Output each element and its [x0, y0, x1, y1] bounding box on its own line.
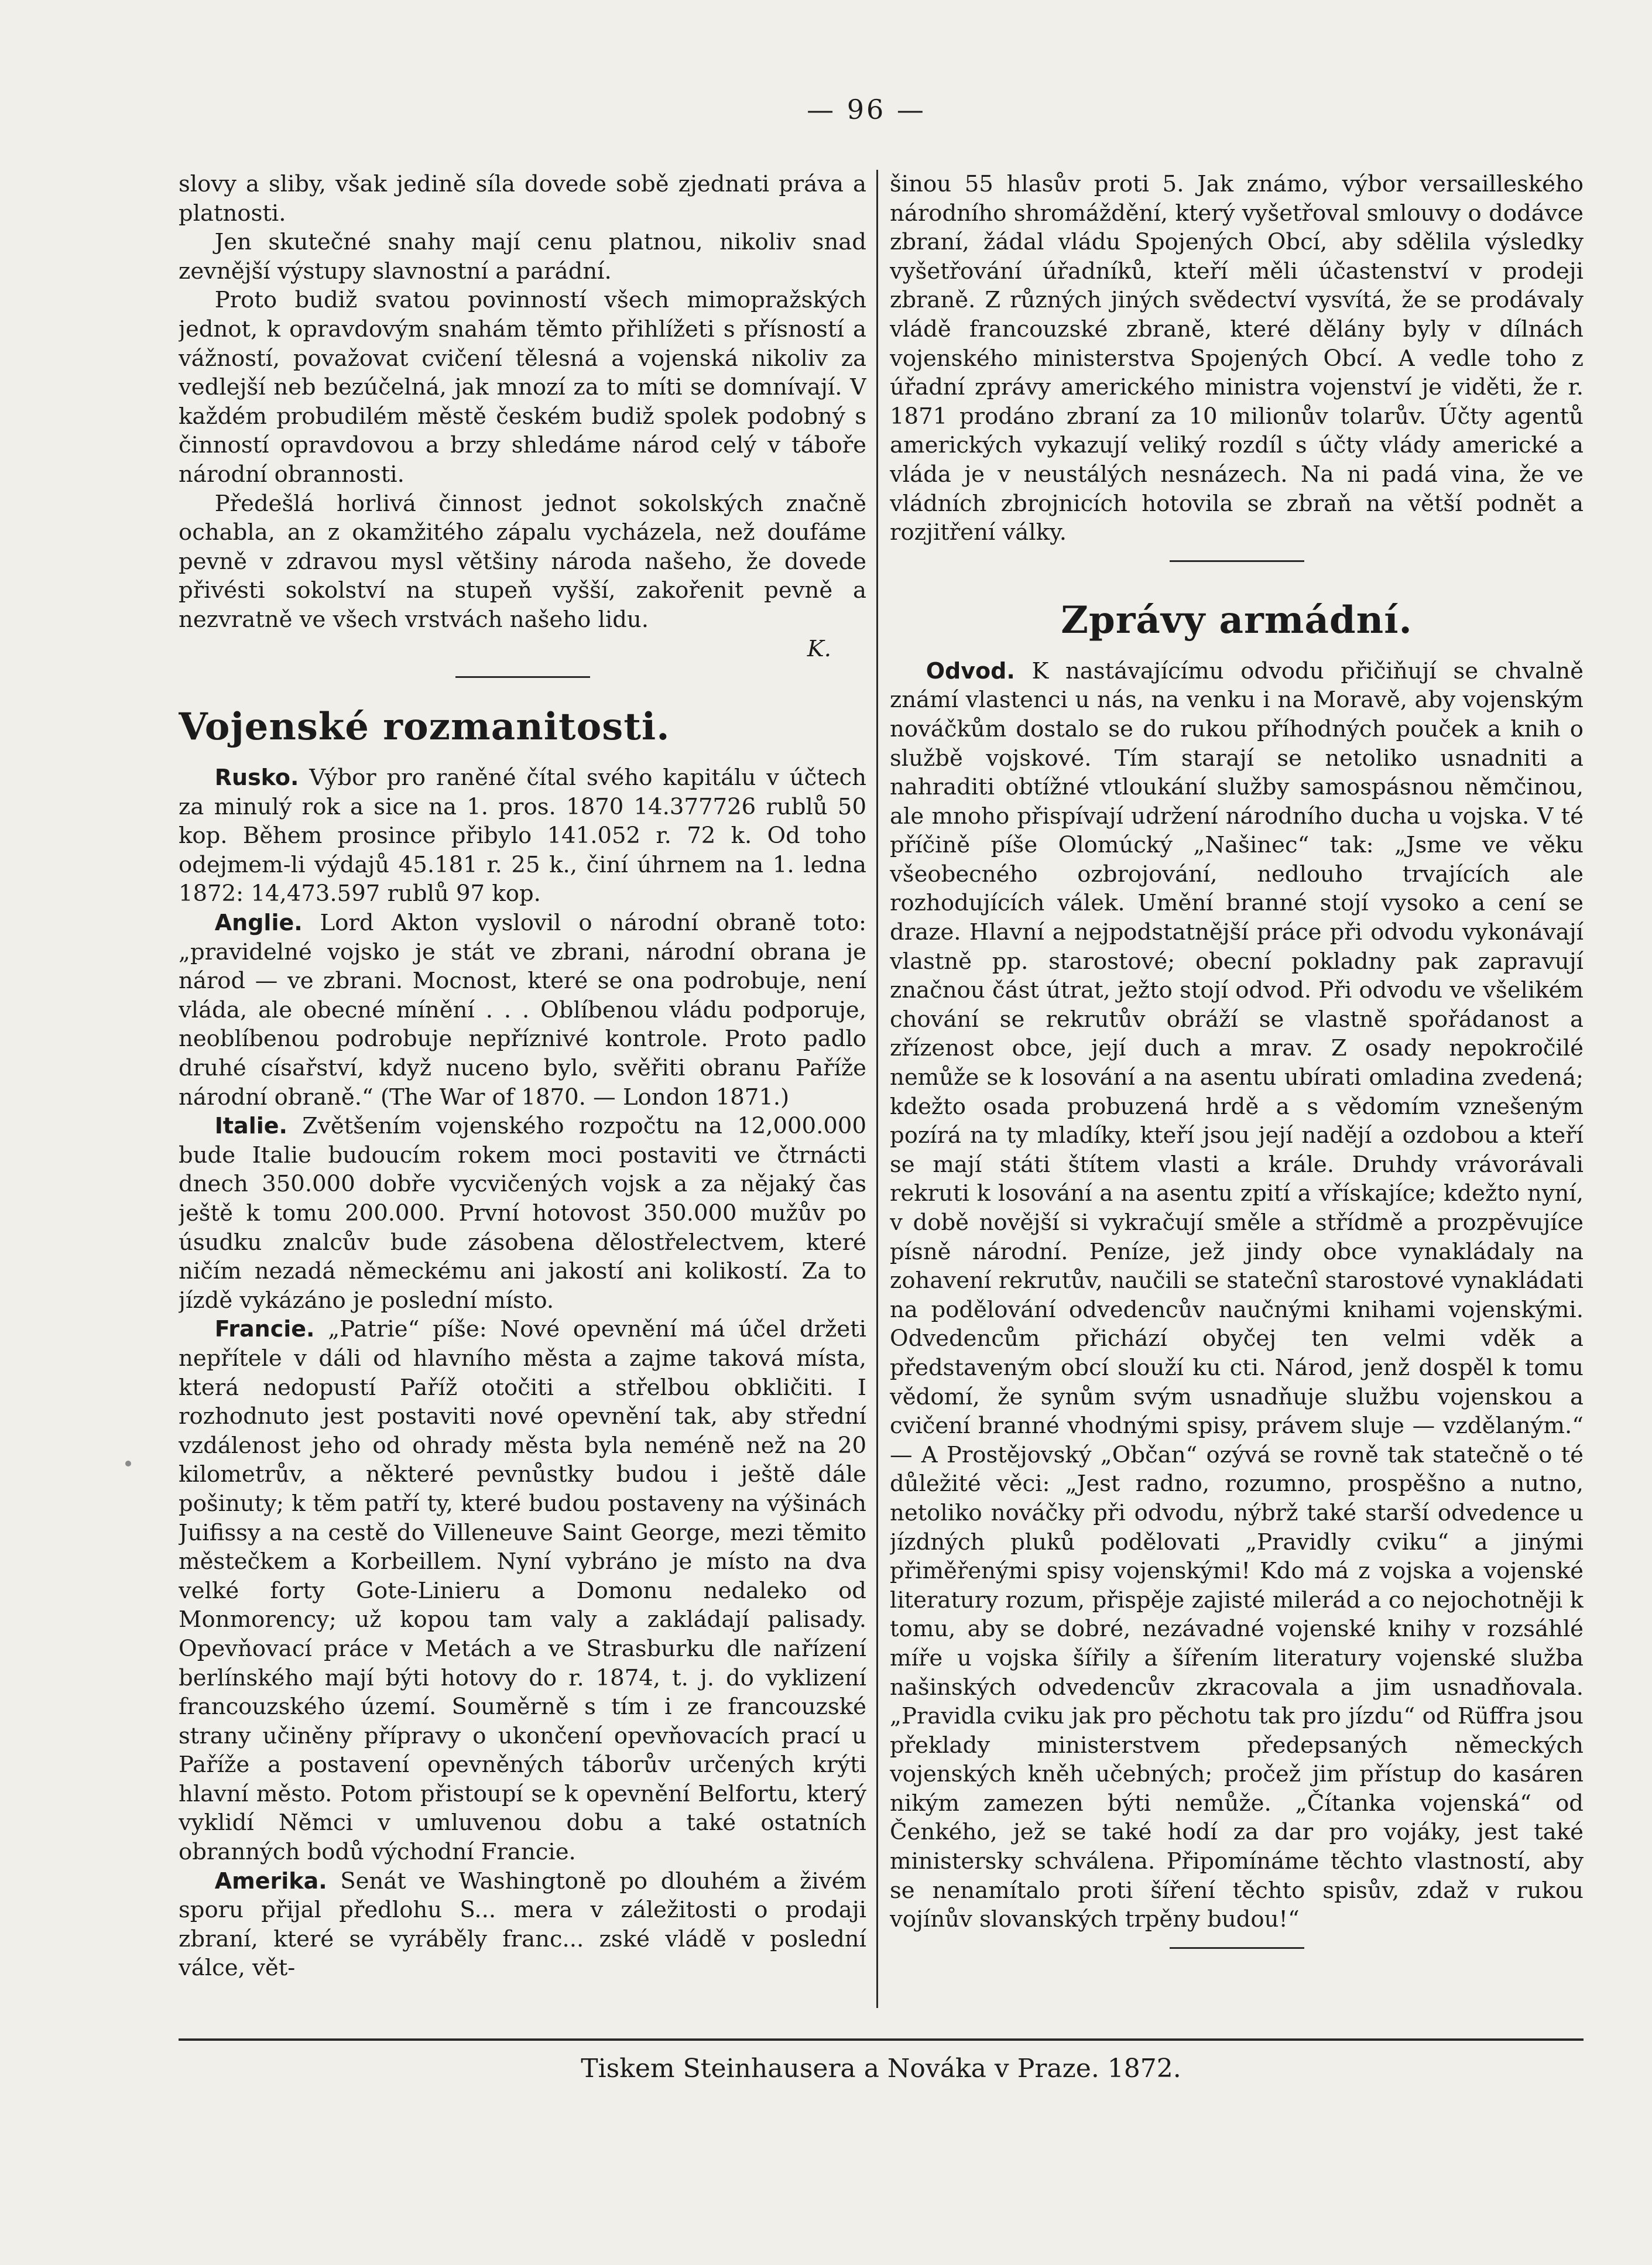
section-divider — [1170, 560, 1304, 562]
article-end-divider — [1170, 1947, 1304, 1949]
news-text: Zvětšením vojenského rozpočtu na 12,000.000 bude Italie budoucím rokem moci postaviti ve čtrnácti dnech 350.000 dobře vycvičených vojsk a za nějaký čas ještě k tomu 200.000. První hotovost 350.000 mužův po úsudku znalcův bude zásobena dělostřelectvem, které ničím nezadá německému ani jakostí ani kolikostí. Za to jízdě vykázáno je poslední místo. — [179, 1113, 866, 1314]
column-divider — [876, 170, 878, 2008]
section-divider — [455, 676, 590, 678]
footer-rule — [179, 2038, 1584, 2041]
article-text: K nastávajícímu odvodu přičiňují se chvalně známí vlastenci u nás, na venku i na Moravě, aby vojenským nováčkům dostalo se do rukou příhodných pouček a knih o službě vojskové. Tím starají se netoliko usnadniti a nahraditi obtížné vtloukání služby samospásnou němčinou, ale mnoho přispívají udržení národního ducha u vojska. V té příčině píše Olomúcký „Našinec“ tak: „Jsme ve věku všeobecného ozbrojování, nedlouho trvajících ale rozhodujících válek. Umění branné stojí vysoko a cení se draze. Hlavní a nejpodstatnější práce při odvodu vykonávají vlastně pp. starostové; obecní pokladny pak zapravují značnou část útrat, ježto stojí odvod. Při odvodu ve všelikém chování se rekrutův obráží se vlastně spořádanost a zřízenost obce, její duch a mrav. Z osady nepokročilé nemůže se k losování a na asentu ubírati omladina zvedená; kdežto osada probuzená hrdě a s vědomím vznešeným pozírá na ty mladíky, kteří jsou její nadějí a ozdobou a kteří se mají státi štítem vlasti a krále. Druhdy vrávorávali rekruti k losování a na asentu zpití a vřískajíce; kdežto nyní, v době novější si vykračují směle a střídmě a prozpěvujíce písně národní. Peníze, jež jindy obce vynakládaly na zohavení rekrutův, naučili se statečnî starostové vynakládati na podělování odvedencův naučnými knihami vojenskými. Odvedencům přichází obyčej ten velmi vděk a představeným obcí slouží ku cti. Národ, jenž dospěl k tomu vědomí, že synům svým usnadňuje službu vojenskou a cvičení branné vhodnými spisy, právem sluje — vzdělaným.“ — A Prostějovský „Občan“ ozývá se rovně tak statečně o té důležité věci: „Jest radno, rozumno, prospěšno a nutno, netoliko nováčky při odvodu, nýbrž také starší odvedence u jízdných pluků podělovati „Pravidly cviku“ a jinými přiměřenými spisy vojenskými! Kdo má z vojska a vojenské literatury rozum, přispěje zajisté milerád a co nejochotněji k tomu, aby se dobré, nezávadné vojenské knihy v rozsáhlé míře u vojska šířily a šířením literatury vojenské služba našinských odvedencův zkracovala a jim usnadňovala. „Pravidla cviku jak pro pěchotu tak pro jízdu“ od Rüffra jsou překlady ministerstvem předepsaných německých vojenských kněh učebných; pročež jim přístup do kasáren nikým zamezen býti nemůže. „Čítanka vojenská“ od Čenkého, jež se také hodí za dar pro vojáky, jest také ministersky schválena. Připomínáme těchto vlastností, aby se nenamítalo proti šíření těchto spisův, zdaž v rukou vojínův slovanských trpěny budou!“ — [890, 657, 1584, 1933]
news-item-italie — [179, 1112, 866, 1315]
paragraph-continuation: šinou 55 hlasův proti 5. Jak známo, výbor versailleského národního shromáždění, který vyšetřoval smlouvy o dodávce zbraní, žádal vládu Spojených Obcí, aby sdělila výsledky vyšetřování úřadníků, kteří měli účastenství v prodeji zbraně. Z různých jiných svědectví vysvítá, že se prodávaly vládě francouzské zbraně, které dělány byly v dílnách vojenského ministerstva Spojených Obcí. A vedle toho z úřadní zprávy amerického ministra vojenství je viděti, že r. 1871 prodáno zbraní za 10 milionův tolarův. Účty agentů amerických vykazují veliký rozdíl s účty vlády americké a vláda je v neustálých nesnázech. Na ni padá vina, že ve vládních zbrojnicích hotovila se zbraň na větší podnět a rozjitření války. — [890, 171, 1584, 546]
article-odvod — [890, 657, 1584, 1934]
signature: K. — [807, 635, 831, 662]
country-label: Francie. — [214, 1316, 315, 1342]
printer-imprint: Tiskem Steinhausera a Nováka v Praze. 1872. — [581, 2054, 1181, 2084]
country-label: Amerika. — [214, 1867, 327, 1894]
paragraph: Předešlá horlivá činnost jednot sokolských značně ochabla, an z okamžitého zápalu vycházela, než doufáme pevně v zdravou mysl většiny národa našeho, že dovede přivésti sokolství na stupeň vyšší, zakořenit pevně a nezvratně ve všech vrstvách našeho lidu. — [179, 490, 866, 633]
lead-word: Odvod. — [926, 657, 1015, 684]
news-text: „Patrie“ píše: Nové opevnění má účel držeti nepřítele v dáli od hlavního města a zajme taková místa, která nedopustí Paříž otočiti a střelbou obkličiti. I rozhodnuto jest postaviti nové opevnění tak, aby střední vzdálenost jeho od ohrady města byla neméně než na 20 kilometrův, a některé pevnůstky budou i ještě dále pošinuty; k těm patří ty, které budou postaveny na výšinách Juifissy a na cestě do Villeneuve Saint George, mezi těmito městečkem a Korbeillem. Nyní vybráno je místo na dva velké forty Gote-Linieru a Domonu nedaleko od Monmorency; už kopou tam valy a zakládají palisady. Opevňovací práce v Metách a ve Strasburku dle nařízení berlínského mají býti hotovy do r. 1874, t. j. do vyklizení francouzského území. Souměrně s tím i ze francouzské strany učiněny přípravy o ukončení opevňovacích prací u Paříže a postavení opevněných táborův určených krýti hlavní město. Potom přistoupí se k opevnění Belfortu, který vyklidí Němci v umluvenou dobu a také ostatních obranných bodů východní Francie. — [179, 1316, 866, 1866]
section-title-vojenske-rozmanitosti: Vojenské rozmanitosti. — [179, 705, 670, 749]
news-item-anglie — [179, 909, 866, 1112]
news-item-francie — [179, 1315, 866, 1866]
paragraph: Jen skutečné snahy mají cenu platnou, nikoliv snad zevnější výstupy slavnostní a parádní. — [179, 229, 866, 285]
news-item-rusko — [179, 763, 866, 909]
news-item-amerika — [179, 1867, 866, 1983]
paper-speck — [125, 1461, 131, 1466]
right-column — [890, 170, 1584, 2020]
country-label: Italie. — [214, 1113, 287, 1139]
left-column — [179, 170, 866, 2020]
news-text: Výbor pro raněné čítal svého kapitálu v účtech za minulý rok a sice na 1. pros. 1870 14.377726 rublů 50 kop. Během prosince přibylo 141.052 r. 72 k. Od toho odejmem-li výdajů 45.181 r. 25 k., činí úhrnem na 1. ledna 1872: 14,473.597 rublů 97 kop. — [179, 765, 866, 907]
country-label: Rusko. — [214, 765, 299, 791]
news-text: Lord Akton vyslovil o národní obraně toto: „pravidelné vojsko je stát ve zbrani, národní obrana je národ — ve zbrani. Mocnost, které se ona podrobuje, není vláda, ale obecné mínění . . . Oblíbenou vládu podporuje, neoblíbenou podrobuje nepříznivé kontrole. Proto padlo druhé císařství, když nuceno bylo, svěřiti obranu Paříže národní obraně.“ (The War of 1870. — London 1871.) — [179, 910, 866, 1111]
page-number: — 96 — — [807, 94, 926, 125]
paragraph: Proto budiž svatou povinností všech mimopražských jednot, k opravdovým snahám těmto přihlížeti s přísností a vážností, považovat cvičení tělesná a vojenská nikoliv za vedlejší neb bezúčelná, jak mnozí za to míti se domnívají. V každém probudilém městě českém budiž spolek podobný s činností opravdovou a brzy shledáme národ celý v táboře národní obrannosti. — [179, 287, 866, 488]
section-title-zpravy-armadni: Zprávy armádní. — [1061, 598, 1413, 642]
paragraph: slovy a sliby, však jedině síla dovede sobě zjednati práva a platnosti. — [179, 171, 866, 227]
country-label: Anglie. — [214, 910, 303, 936]
news-text: Senát ve Washingtoně po dlouhém a živém sporu přijal předlohu S... mera v záležitosti o prodaji zbraní, které se vyráběly franc... zské vládě v poslední válce, vět- — [179, 1867, 866, 1982]
